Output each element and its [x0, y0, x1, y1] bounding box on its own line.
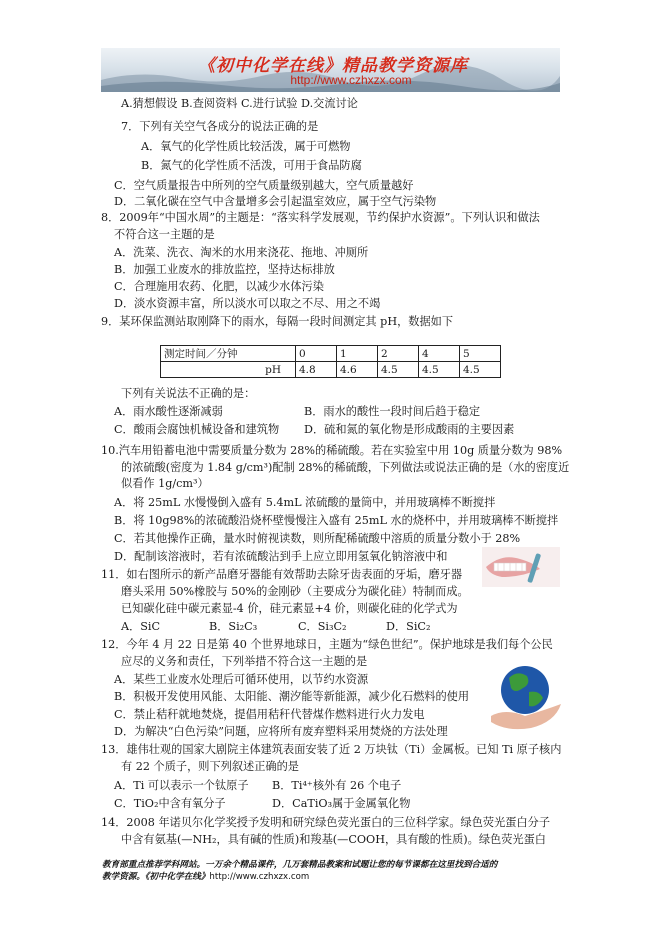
q9-option-d: D．硫和氮的氧化物是形成酸雨的主要因素: [304, 423, 515, 436]
earth-in-hand-image: [485, 660, 565, 735]
q14-stem-cont: 中含有氨基(—NH₂，具有碱的性质)和羧基(—COOH，具有酸的性质)。绿色荧光蛋白: [121, 833, 546, 846]
footer-line-1: 教育部重点推荐学科网站。一万余个精品课件，几万套精品教案和试题让您的每节课都在这里找到合适的: [102, 860, 498, 870]
table-cell: 4.8: [296, 362, 337, 378]
q10-option-b: B．将 10g98%的浓硫酸沿烧杯壁慢慢注入盛有 25mL 水的烧杯中，并用玻璃棒不断搅拌: [114, 514, 559, 527]
banner-url[interactable]: http://www.czhxzx.com: [290, 73, 412, 87]
q6-options: A.猜想假设 B.查阅资料 C.进行试验 D.交流讨论: [121, 97, 358, 110]
table-cell: 0: [296, 346, 337, 362]
q8-stem-cont: 不符合这一主题的是: [114, 228, 215, 241]
q10-stem-cont: 的浓硫酸(密度为 1.84 g/cm³)配制 28%的稀硫酸，下列做法或说法正确的是（水的密度近: [121, 461, 570, 474]
footer: [102, 859, 497, 883]
q13-option-b: B．Ti⁴⁺核外有 26 个电子: [272, 779, 402, 792]
q7-option-c: C．空气质量报告中所列的空气质量级别越大，空气质量越好: [114, 179, 414, 192]
table-cell: 1: [337, 346, 378, 362]
q14-stem: 14．2008 年诺贝尔化学奖授予发明和研究绿色荧光蛋白的三位科学家。绿色荧光蛋白分子: [101, 816, 551, 829]
q7-stem: 7．下列有关空气各成分的说法正确的是: [121, 120, 319, 133]
q10-option-d: D．配制该溶液时，若有浓硫酸沾到手上应立即用氢氧化钠溶液中和: [114, 550, 448, 563]
table-cell: 4.5: [460, 362, 501, 378]
q8-option-a: A．洗菜、洗衣、淘米的水用来浇花、拖地、冲厕所: [114, 246, 369, 259]
q10-stem-cont2: 似看作 1g/cm³）: [121, 477, 209, 490]
table-cell: 4.5: [419, 362, 460, 378]
q13-stem-cont: 有 22 个质子，则下列叙述正确的是: [121, 760, 299, 773]
q10-option-c: C．若其他操作正确，量水时俯视读数，则所配稀硫酸中溶质的质量分数小于 28%: [114, 532, 521, 545]
header-banner: [101, 48, 560, 92]
table-cell: pH: [161, 362, 296, 378]
q12-stem-cont: 应尽的义务和责任，下列举措不符合这一主题的是: [121, 655, 368, 668]
q8-option-c: C．合理施用农药、化肥，以减少水体污染: [114, 280, 324, 293]
q12-option-c: C．禁止秸秆就地焚烧，提倡用秸秆代替煤作燃料进行火力发电: [114, 708, 425, 721]
q7-option-d: D．二氧化碳在空气中含量增多会引起温室效应，属于空气污染物: [114, 195, 437, 208]
q7-option-a: A．氧气的化学性质比较活泼，属于可燃物: [141, 140, 351, 153]
table-cell: 4.5: [378, 362, 419, 378]
footer-line-2: [102, 871, 497, 883]
q9-option-c: C．酸雨会腐蚀机械设备和建筑物: [114, 423, 280, 436]
q9-stem: 9．某环保监测站取刚降下的雨水，每隔一段时间测定其 pH，数据如下: [101, 315, 454, 328]
q13-option-a: A．Ti 可以表示一个钛原子: [114, 779, 249, 792]
table-cell: 4.6: [337, 362, 378, 378]
q12-option-d: D．为解决“白色污染”问题，应将所有废弃塑料采用焚烧的方法处理: [114, 725, 448, 738]
tooth-grinder-image: [482, 547, 560, 587]
q11-stem: 11．如右图所示的新产品磨牙器能有效帮助去除牙齿表面的牙垢，磨牙器: [101, 568, 463, 581]
footer-line-2-text: 教学资源。《初中化学在线》: [102, 872, 210, 882]
banner-title: 《初中化学在线》精品教学资源库: [198, 56, 468, 76]
ph-table: [160, 345, 501, 378]
q11-stem-cont: 磨头采用 50%橡胶与 50%的金刚砂（主要成分为碳化硅）特制而成。: [121, 585, 469, 598]
q11-option-c: C．Si₃C₂: [298, 620, 347, 633]
q13-option-c: C．TiO₂中含有氧分子: [114, 797, 226, 810]
q11-option-d: D．SiC₂: [386, 620, 431, 633]
q9-question: 下列有关说法不正确的是：: [121, 387, 256, 400]
q9-option-b: B．雨水的酸性一段时间后趋于稳定: [304, 405, 481, 418]
q11-option-a: A．SiC: [121, 620, 161, 633]
q12-stem: 12．今年 4 月 22 日是第 40 个世界地球日，主题为“绿色世纪”。保护地球是我们每个公民: [101, 638, 553, 651]
q13-option-d: D．CaTiO₃属于金属氧化物: [272, 797, 411, 810]
q8-option-b: B．加强工业废水的排放监控，坚持达标排放: [114, 263, 335, 276]
q10-stem: 10.汽车用铅蓄电池中需要质量分数为 28%的稀硫酸。若在实验室中用 10g 质量分数为 98%: [101, 444, 563, 457]
q13-stem: 13．雄伟壮观的国家大剧院主体建筑表面安装了近 2 万块钛（Ti）金属板。已知 Ti 原子核内: [101, 743, 562, 756]
q12-option-a: A．某些工业废水处理后可循环使用，以节约水资源: [114, 673, 369, 686]
table-cell: 4: [419, 346, 460, 362]
table-cell: 2: [378, 346, 419, 362]
table-row: [161, 346, 501, 362]
q8-stem: 8．2009年“中国水周”的主题是：“落实科学发展观，节约保护水资源”。下列认识和做法: [101, 211, 540, 224]
q11-stem-cont2: 已知碳化硅中碳元素显-4 价，硅元素显+4 价，则碳化硅的化学式为: [121, 602, 458, 615]
q8-option-d: D．淡水资源丰富，所以淡水可以取之不尽、用之不竭: [114, 297, 381, 310]
q7-option-b: B．氮气的化学性质不活泼，可用于食品防腐: [141, 159, 362, 172]
q9-option-a: A．雨水酸性逐渐减弱: [114, 405, 223, 418]
q11-option-b: B．Si₂C₃: [209, 620, 258, 633]
table-cell: 5: [460, 346, 501, 362]
table-cell: 测定时间／分钟: [161, 346, 296, 362]
footer-url[interactable]: http://www.czhxzx.com: [209, 872, 310, 882]
table-row: [161, 362, 501, 378]
q10-option-a: A．将 25mL 水慢慢倒入盛有 5.4mL 浓硫酸的量筒中，并用玻璃棒不断搅拌: [114, 496, 496, 509]
q12-option-b: B．积极开发使用风能、太阳能、潮汐能等新能源，减少化石燃料的使用: [114, 690, 470, 703]
